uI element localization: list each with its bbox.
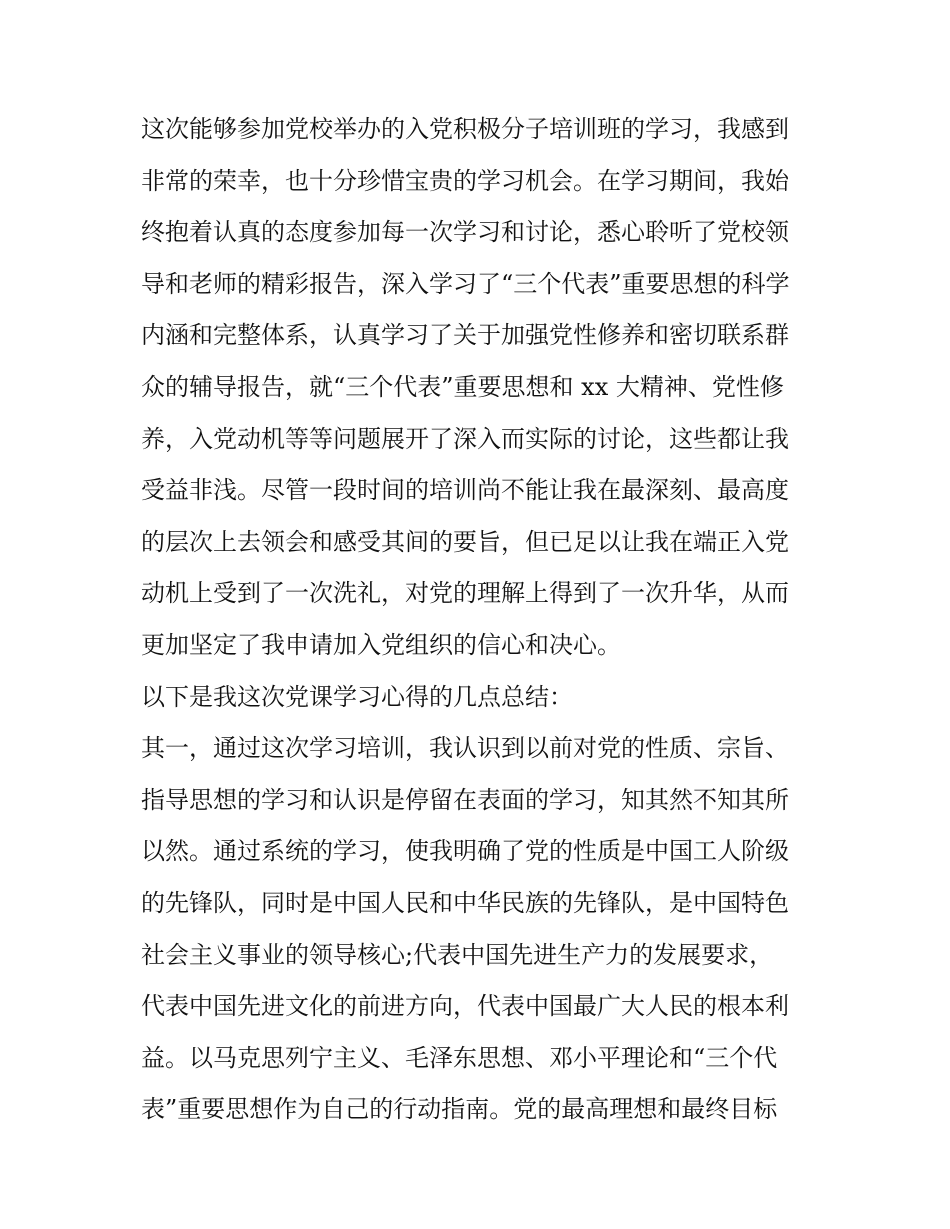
text-line: 指导思想的学习和认识是停留在表面的学习，知其然不知其所 [141,785,789,814]
text-line: 养，入党动机等等问题展开了深入而实际的讨论，这些都让我 [141,424,789,453]
text-line: 表”重要思想作为自己的行动指南。党的最高理想和最终目标 [141,1095,778,1124]
text-line: 导和老师的精彩报告，深入学习了“三个代表”重要思想的科学 [141,269,790,298]
text-line: 内涵和完整体系，认真学习了关于加强党性修养和密切联系群 [141,321,789,350]
text-line: 终抱着认真的态度参加每一次学习和讨论，悉心聆听了党校领 [141,218,789,247]
text-line: 动机上受到了一次洗礼，对党的理解上得到了一次升华，从而 [141,579,789,608]
text-line: 以下是我这次党课学习心得的几点总结： [141,682,573,711]
text-line: 以然。通过系统的学习，使我明确了党的性质是中国工人阶级 [141,837,789,866]
text-line: 的层次上去领会和感受其间的要旨，但已足以让我在端正入党 [141,527,789,556]
text-line: 众的辅导报告，就“三个代表”重要思想和 xx 大精神、党性修 [141,372,784,401]
text-line: 更加坚定了我申请加入党组织的信心和决心。 [141,630,621,659]
text-line: 的先锋队，同时是中国人民和中华民族的先锋队，是中国特色 [141,888,789,917]
text-line: 非常的荣幸，也十分珍惜宝贵的学习机会。在学习期间，我始 [141,166,789,195]
text-line: 这次能够参加党校举办的入党积极分子培训班的学习，我感到 [141,115,789,143]
document-body [141,104,841,1136]
text-line: 益。以马克思列宁主义、毛泽东思想、邓小平理论和“三个代 [141,1043,778,1072]
text-line: 社会主义事业的领导核心;代表中国先进生产力的发展要求， [141,940,774,969]
text-line: 其一，通过这次学习培训，我认识到以前对党的性质、宗旨、 [141,734,789,763]
text-line: 受益非浅。尽管一段时间的培训尚不能让我在最深刻、最高度 [141,476,789,505]
text-line: 代表中国先进文化的前进方向，代表中国最广大人民的根本利 [141,992,789,1021]
